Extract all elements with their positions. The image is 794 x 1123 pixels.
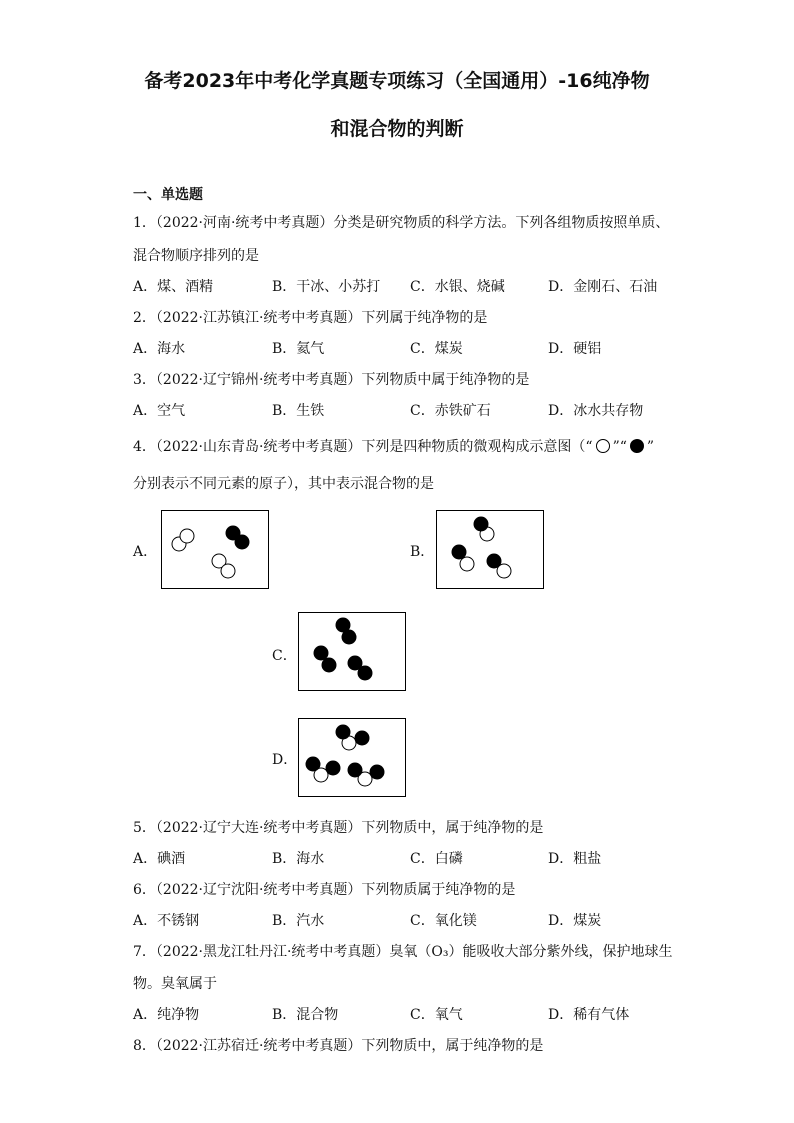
molecule-diagram-d [299, 719, 405, 796]
q1-option-c[interactable]: C．水银、烧碱 [410, 279, 505, 295]
q6-option-c[interactable]: C．氧化镁 [410, 913, 477, 929]
q5-option-d[interactable]: D．粗盐 [548, 851, 602, 867]
molecule-diagram-a [162, 511, 268, 588]
q3-option-d[interactable]: D．冰水共存物 [548, 403, 644, 419]
q4-diagram-a[interactable] [161, 510, 269, 589]
question-2-stem: 2．（2022·江苏镇江·统考中考真题）下列属于纯净物的是 [133, 310, 488, 326]
question-4-stem-line2: 分别表示不同元素的原子），其中表示混合物的是 [133, 476, 434, 492]
q4-stem-part2: ”“ [612, 439, 627, 455]
question-5-stem: 5．（2022·辽宁大连·统考中考真题）下列物质中，属于纯净物的是 [133, 820, 544, 836]
question-1-stem: 1．（2022·河南·统考中考真题）分类是研究物质的科学方法。下列各组物质按照单质、 [133, 215, 670, 231]
question-7-stem-line2: 物。臭氧属于 [133, 976, 217, 992]
q2-option-a[interactable]: A．海水 [133, 341, 186, 357]
q6-option-d[interactable]: D．煤炭 [548, 913, 602, 929]
q3-option-b[interactable]: B．生铁 [272, 403, 325, 419]
q4-stem-part1: 4．（2022·山东青岛·统考中考真题）下列是四种物质的微观构成示意图（“ [133, 439, 593, 455]
q4-stem-part3: ” [646, 439, 655, 455]
page-title-line2: 和混合物的判断 [330, 118, 464, 140]
q4-option-a-label[interactable]: A． [133, 544, 158, 560]
question-8-stem: 8．（2022·江苏宿迁·统考中考真题）下列物质中，属于纯净物的是 [133, 1038, 544, 1054]
q1-option-d[interactable]: D．金刚石、石油 [548, 279, 658, 295]
q5-option-a[interactable]: A．碘酒 [133, 851, 186, 867]
filled-circle-icon [629, 438, 645, 454]
q7-option-d[interactable]: D．稀有气体 [548, 1007, 630, 1023]
q7-option-b[interactable]: B．混合物 [272, 1007, 339, 1023]
q2-option-d[interactable]: D．硬铝 [548, 341, 602, 357]
question-1-stem-line2: 混合物顺序排列的是 [133, 248, 259, 264]
q4-option-d-label[interactable]: D． [272, 752, 298, 768]
q4-option-b-label[interactable]: B． [410, 544, 435, 560]
q7-option-c[interactable]: C．氧气 [410, 1007, 463, 1023]
question-6-stem: 6．（2022·辽宁沈阳·统考中考真题）下列物质属于纯净物的是 [133, 882, 516, 898]
molecule-diagram-b [437, 511, 543, 588]
q6-option-a[interactable]: A．不锈钢 [133, 913, 200, 929]
q1-option-a[interactable]: A．煤、酒精 [133, 279, 214, 295]
section-heading: 一、单选题 [133, 187, 203, 203]
q5-option-b[interactable]: B．海水 [272, 851, 325, 867]
q2-option-c[interactable]: C．煤炭 [410, 341, 463, 357]
q4-option-c-label[interactable]: C． [272, 648, 297, 664]
q2-option-b[interactable]: B．氦气 [272, 341, 325, 357]
molecule-diagram-c [299, 613, 405, 690]
q4-diagram-c[interactable] [298, 612, 406, 691]
q4-diagram-b[interactable] [436, 510, 544, 589]
q3-option-c[interactable]: C．赤铁矿石 [410, 403, 491, 419]
q6-option-b[interactable]: B．汽水 [272, 913, 325, 929]
q7-option-a[interactable]: A．纯净物 [133, 1007, 200, 1023]
hollow-circle-icon [595, 438, 611, 454]
question-4-stem [133, 436, 654, 456]
q4-diagram-d[interactable] [298, 718, 406, 797]
q1-option-b[interactable]: B．干冰、小苏打 [272, 279, 381, 295]
question-3-stem: 3．（2022·辽宁锦州·统考中考真题）下列物质中属于纯净物的是 [133, 372, 530, 388]
q5-option-c[interactable]: C．白磷 [410, 851, 463, 867]
q3-option-a[interactable]: A．空气 [133, 403, 186, 419]
page-title: 备考2023年中考化学真题专项练习（全国通用）-16纯净物 [144, 70, 650, 92]
question-7-stem: 7．（2022·黑龙江牡丹江·统考中考真题）臭氧（O₃）能吸收大部分紫外线，保护地球生 [133, 944, 673, 960]
